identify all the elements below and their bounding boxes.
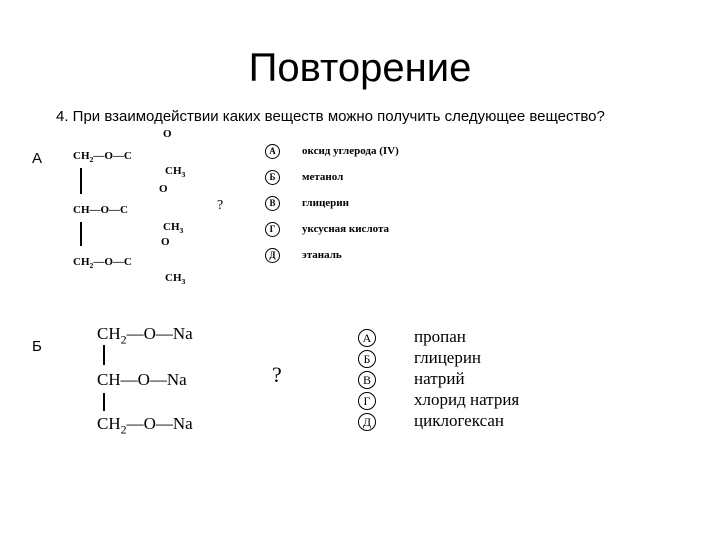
option-b-1: А пропан — [358, 327, 519, 348]
carbonyl-oxygen-2: O — [159, 183, 168, 195]
backbone-bond-1 — [103, 345, 105, 365]
problem-a-question-mark: ? — [217, 198, 224, 213]
option-letter-circle: А — [265, 144, 280, 159]
structure-row-2: CH—O—C — [73, 204, 128, 216]
option-letter-circle: Г — [265, 222, 280, 237]
option-a-5: Д этаналь — [265, 248, 399, 274]
option-b-3: В натрий — [358, 369, 519, 390]
structure-row-1: $CH_2—O—Na$ — [97, 324, 193, 347]
option-letter-circle: Д — [265, 248, 280, 263]
carbonyl-oxygen-3: O — [161, 236, 170, 248]
structure-row-3: $CH_2—O—C$ — [73, 256, 132, 271]
problem-b-question-mark: ? — [272, 362, 282, 387]
problem-a-options — [265, 144, 399, 274]
option-letter-circle: А — [358, 329, 376, 347]
methyl-group-3: $CH_3$ — [165, 272, 186, 287]
option-letter-circle: Г — [358, 392, 376, 410]
option-letter-circle: Б — [265, 170, 280, 185]
option-a-1: А оксид углерода (IV) — [265, 144, 399, 170]
structure-row-3: $CH_2—O—Na$ — [97, 414, 193, 437]
problem-a-marker: А — [32, 150, 43, 167]
option-b-5: Д циклогексан — [358, 411, 519, 432]
carbonyl-oxygen-1: O — [163, 128, 172, 140]
methyl-group-1: $CH_3$ — [165, 165, 186, 180]
backbone-bond-2 — [80, 222, 82, 246]
methyl-group-2: $CH_3$ — [163, 221, 184, 236]
option-b-2: Б глицерин — [358, 348, 519, 369]
problem-b-options — [358, 327, 519, 432]
structure-row-1: $CH_2—O—C$ — [73, 150, 132, 165]
option-letter-circle: Б — [358, 350, 376, 368]
backbone-bond-1 — [80, 168, 82, 194]
option-b-4: Г хлорид натрия — [358, 390, 519, 411]
question-text: 4. При взаимодействии каких веществ можно получить следующее вещество? — [56, 108, 605, 125]
structure-row-2: CH—O—Na — [97, 370, 187, 389]
option-a-4: Г уксусная кислота — [265, 222, 399, 248]
slide-title: Повторение — [248, 46, 472, 90]
problem-b-marker: Б — [32, 338, 42, 355]
option-a-2: Б метанол — [265, 170, 399, 196]
option-letter-circle: В — [265, 196, 280, 211]
option-letter-circle: В — [358, 371, 376, 389]
backbone-bond-2 — [103, 393, 105, 411]
option-letter-circle: Д — [358, 413, 376, 431]
option-a-3: В глицерин — [265, 196, 399, 222]
